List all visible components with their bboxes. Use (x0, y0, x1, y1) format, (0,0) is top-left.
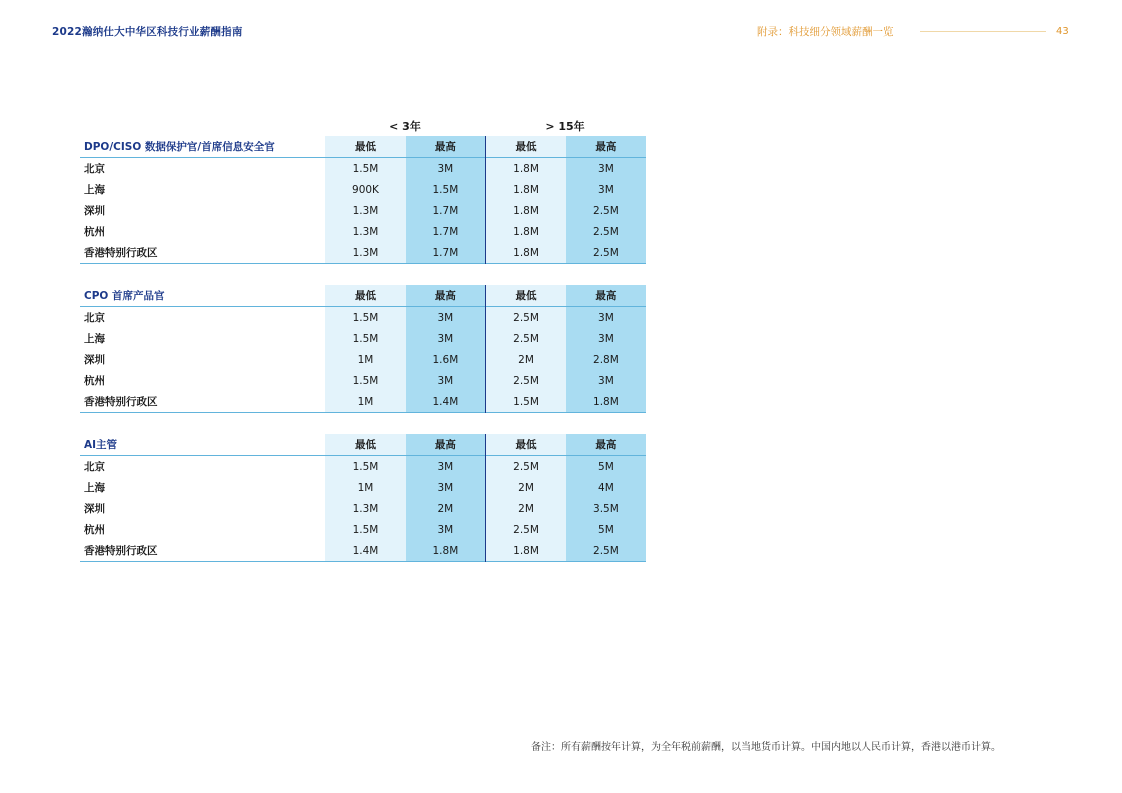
experience-group-labels (80, 118, 646, 136)
column-header-min: 最低 (325, 285, 405, 307)
group-label-over-15-years: > 15年 (545, 120, 585, 133)
salary-cell: 1.8M (406, 540, 486, 562)
salary-cell: 2.5M (486, 328, 566, 349)
salary-cell: 1.8M (486, 158, 566, 180)
salary-cell: 2M (406, 498, 486, 519)
table-row (80, 519, 646, 540)
salary-cell: 2.5M (486, 307, 566, 329)
table-row (80, 370, 646, 391)
salary-cell: 1.7M (406, 200, 486, 221)
column-header-max: 最高 (566, 285, 646, 307)
salary-cell: 1.4M (325, 540, 405, 562)
salary-cell: 3M (566, 158, 646, 180)
header-divider (920, 31, 1046, 32)
salary-cell: 4M (566, 477, 646, 498)
table-header-row (80, 136, 646, 158)
salary-cell: 2.5M (486, 370, 566, 391)
salary-cell: 1.5M (325, 519, 405, 540)
city-label: 香港特别行政区 (80, 391, 325, 413)
salary-table-cpo (80, 285, 646, 413)
salary-cell: 2M (486, 498, 566, 519)
salary-cell: 1.5M (406, 179, 486, 200)
salary-cell: 1.5M (325, 307, 405, 329)
table-row (80, 498, 646, 519)
table-title: DPO/CISO 数据保护官/首席信息安全官 (80, 136, 325, 158)
salary-cell: 5M (566, 519, 646, 540)
city-label: 上海 (80, 179, 325, 200)
salary-cell: 1.6M (406, 349, 486, 370)
column-header-min: 最低 (486, 434, 566, 456)
salary-cell: 2M (486, 477, 566, 498)
city-label: 深圳 (80, 349, 325, 370)
city-label: 杭州 (80, 519, 325, 540)
salary-cell: 1.3M (325, 221, 405, 242)
salary-cell: 1.8M (486, 540, 566, 562)
salary-cell: 1.3M (325, 200, 405, 221)
column-header-max: 最高 (406, 434, 486, 456)
salary-cell: 3M (566, 328, 646, 349)
salary-cell: 3.5M (566, 498, 646, 519)
city-label: 上海 (80, 477, 325, 498)
salary-cell: 1.5M (325, 328, 405, 349)
salary-cell: 3M (406, 456, 486, 478)
salary-cell: 1.5M (325, 456, 405, 478)
table-title: AI主管 (80, 434, 325, 456)
table-row (80, 349, 646, 370)
salary-cell: 5M (566, 456, 646, 478)
city-label: 香港特别行政区 (80, 540, 325, 562)
table-row (80, 328, 646, 349)
salary-cell: 3M (566, 179, 646, 200)
column-header-max: 最高 (566, 136, 646, 158)
column-header-min: 最低 (486, 136, 566, 158)
city-label: 北京 (80, 307, 325, 329)
table-row (80, 221, 646, 242)
table-row (80, 200, 646, 221)
city-label: 北京 (80, 158, 325, 180)
salary-cell: 3M (406, 477, 486, 498)
salary-cell: 2.5M (566, 200, 646, 221)
salary-cell: 1.8M (486, 179, 566, 200)
salary-cell: 3M (406, 158, 486, 180)
salary-cell: 2M (486, 349, 566, 370)
group-label-under-3-years: < 3年 (389, 120, 421, 133)
city-label: 上海 (80, 328, 325, 349)
salary-cell: 1.7M (406, 242, 486, 264)
column-header-min: 最低 (486, 285, 566, 307)
document-title: 2022瀚纳仕大中华区科技行业薪酬指南 (52, 26, 243, 38)
salary-cell: 1.5M (486, 391, 566, 413)
salary-cell: 2.8M (566, 349, 646, 370)
salary-cell: 1.8M (566, 391, 646, 413)
salary-cell: 3M (406, 328, 486, 349)
city-label: 深圳 (80, 498, 325, 519)
table-header-row (80, 285, 646, 307)
salary-cell: 1M (325, 477, 405, 498)
city-label: 深圳 (80, 200, 325, 221)
table-title: CPO 首席产品官 (80, 285, 325, 307)
salary-cell: 1M (325, 349, 405, 370)
salary-cell: 1.3M (325, 242, 405, 264)
salary-cell: 2.5M (566, 540, 646, 562)
salary-cell: 3M (566, 370, 646, 391)
salary-cell: 2.5M (566, 242, 646, 264)
column-header-min: 最低 (325, 136, 405, 158)
salary-cell: 1.4M (406, 391, 486, 413)
salary-cell: 1.8M (486, 242, 566, 264)
salary-cell: 900K (325, 179, 405, 200)
salary-cell: 2.5M (566, 221, 646, 242)
table-row (80, 391, 646, 413)
salary-cell: 1M (325, 391, 405, 413)
city-label: 北京 (80, 456, 325, 478)
salary-cell: 1.8M (486, 200, 566, 221)
table-row (80, 477, 646, 498)
table-row (80, 456, 646, 478)
salary-cell: 3M (566, 307, 646, 329)
salary-cell: 1.3M (325, 498, 405, 519)
table-row (80, 242, 646, 264)
salary-cell: 3M (406, 307, 486, 329)
footnote: 备注：所有薪酬按年计算，为全年税前薪酬，以当地货币计算。中国内地以人民币计算，香港以港币计算。 (531, 742, 1001, 753)
city-label: 香港特别行政区 (80, 242, 325, 264)
table-header-row (80, 434, 646, 456)
table-row (80, 158, 646, 180)
salary-cell: 3M (406, 370, 486, 391)
salary-cell: 2.5M (486, 519, 566, 540)
salary-cell: 3M (406, 519, 486, 540)
column-header-min: 最低 (325, 434, 405, 456)
salary-cell: 1.7M (406, 221, 486, 242)
salary-table-dpo-ciso (80, 136, 646, 264)
page-number: 43 (1056, 26, 1069, 37)
salary-table-ai-lead (80, 434, 646, 562)
salary-cell: 1.5M (325, 158, 405, 180)
city-label: 杭州 (80, 370, 325, 391)
salary-cell: 1.8M (486, 221, 566, 242)
table-row (80, 540, 646, 562)
salary-cell: 2.5M (486, 456, 566, 478)
column-header-max: 最高 (406, 285, 486, 307)
column-header-max: 最高 (406, 136, 486, 158)
column-header-max: 最高 (566, 434, 646, 456)
city-label: 杭州 (80, 221, 325, 242)
salary-cell: 1.5M (325, 370, 405, 391)
table-row (80, 307, 646, 329)
table-row (80, 179, 646, 200)
section-title: 附录：科技细分领域薪酬一览 (757, 26, 894, 38)
